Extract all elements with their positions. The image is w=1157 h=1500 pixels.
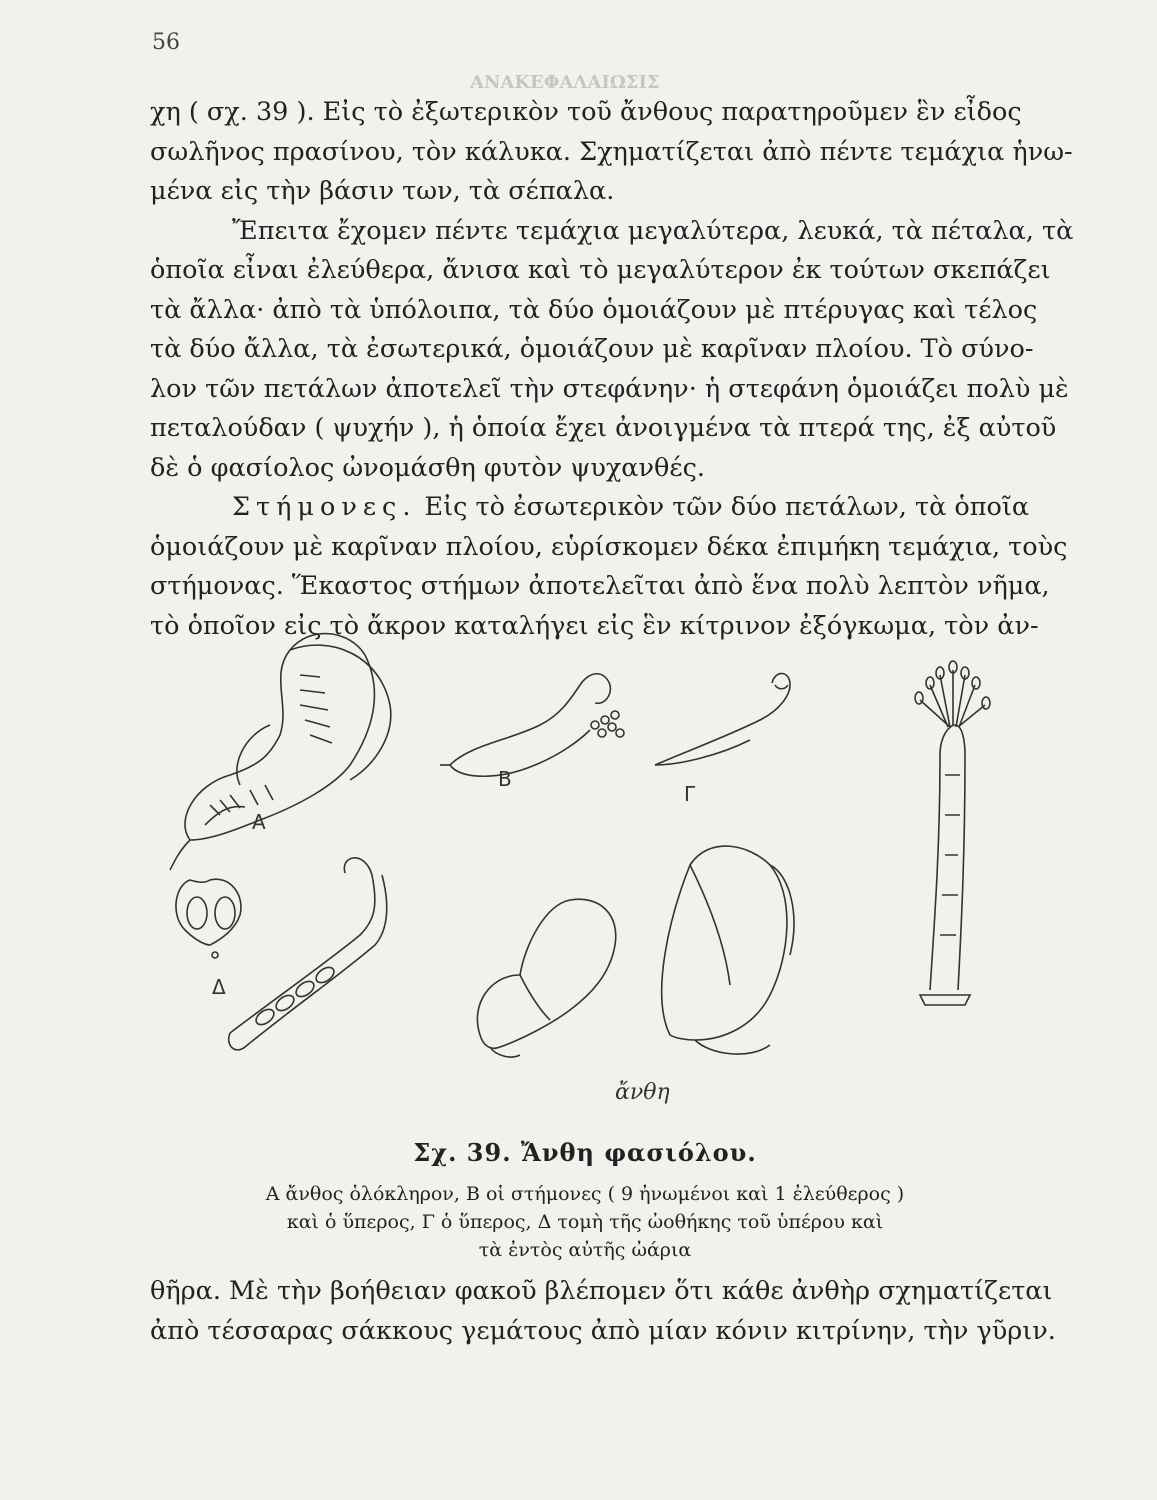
text-line: σωλῆνος πρασίνου, τὸν κάλυκα. Σχηματίζεται ἀπὸ πέντε τεμάχια ἡνω-	[150, 136, 1073, 167]
label-flowers: ἄνθη	[615, 1080, 670, 1105]
text-line: χη ( σχ. 39 ). Εἰς τὸ ἐξωτερικὸν τοῦ ἄνθους παρατηροῦμεν ἓν εἶδος	[150, 97, 1022, 127]
main-text	[150, 93, 1074, 646]
page-number: 56	[152, 30, 180, 55]
text-line: στήμονας. Ἕκαστος στήμων ἀποτελεῖται ἀπὸ ἕνα πολὺ λεπτὸν νῆμα,	[150, 571, 1050, 601]
text-line: Ἔπειτα ἔχομεν πέντε τεμάχια μεγαλύτερα, λευκά, τὰ πέταλα, τὰ	[232, 215, 1074, 246]
pistil-g-drawing	[655, 673, 790, 765]
text-line	[150, 488, 1030, 528]
caption-line: Α ἄνθος ὁλόκληρον, Β οἱ στήμονες ( 9 ἠνωμένοι καὶ 1 ἐλεύθερος )	[265, 1183, 905, 1205]
stamen-column-drawing	[915, 661, 990, 1005]
figure-caption-title: Σχ. 39. Ἄνθη φασιόλου.	[413, 1138, 757, 1167]
text-line-rest: Εἰς τὸ ἐσωτερικὸν τῶν δύο πετάλων, τὰ ὁποῖα	[416, 492, 1030, 522]
label-a: Α	[252, 810, 266, 834]
text-line: ὁποῖα εἶναι ἐλεύθερα, ἄνισα καὶ τὸ μεγαλύτερον ἐκ τούτων σκεπάζει	[150, 255, 1051, 285]
flower-a-drawing	[170, 634, 391, 870]
text-line: τὰ δύο ἄλλα, τὰ ἐσωτερικά, ὁμοιάζουν μὲ καρῖναν πλοίου. Τὸ σύνο-	[150, 334, 1034, 364]
text-line: πεταλούδαν ( ψυχήν ), ἡ ὁποία ἔχει ἀνοιγμένα τὰ πτερά της, ἐξ αὐτοῦ	[150, 413, 1057, 443]
text-line: θῆρα. Μὲ τὴν βοήθειαν φακοῦ βλέπομεν ὅτι κάθε ἀνθὴρ σχηματίζεται	[150, 1276, 1053, 1306]
bottom-paragraph	[150, 1272, 1056, 1351]
paragraph-calyx	[150, 93, 1073, 212]
show-through-heading: ΑΝΑΚΕΦΑΛΑΙΩΣΙΣ	[470, 72, 660, 93]
text-line: ὁμοιάζουν μὲ καρῖναν πλοίου, εὑρίσκομεν δέκα ἐπιμήκη τεμάχια, τοὺς	[150, 531, 1068, 562]
text-line: μένα εἰς τὴν βάσιν των, τὰ σέπαλα.	[150, 176, 615, 206]
label-b: Β	[498, 767, 512, 791]
figure-caption-body	[200, 1180, 970, 1264]
ovary-section-d-drawing	[176, 858, 387, 1050]
paragraph-anther	[150, 1272, 1056, 1351]
stamens-b-drawing	[440, 674, 624, 777]
flowers-drawing	[477, 846, 794, 1057]
text-line: τὸ ὁποῖον εἰς τὸ ἄκρον καταλήγει εἰς ἓν κίτρινον ἐξόγκωμα, τὸν ἀν-	[150, 610, 1039, 641]
section-lead: Στήμονες.	[232, 492, 417, 522]
figure-illustration	[150, 615, 1020, 1120]
label-d: Δ	[212, 975, 226, 999]
figure-bean-flowers	[150, 615, 1020, 1120]
text-line: ἀπὸ τέσσαρας σάκκους γεμάτους ἀπὸ μίαν κόνιν κιτρίνην, τὴν γῦριν.	[150, 1315, 1056, 1346]
text-line: λον τῶν πετάλων ἀποτελεῖ τὴν στεφάνην· ἡ στεφάνη ὁμοιάζει πολὺ μὲ	[150, 373, 1069, 404]
label-g: Γ	[684, 782, 696, 806]
text-line: δὲ ὁ φασίολος ὠνομάσθη φυτὸν ψυχανθές.	[150, 452, 705, 483]
caption-line: τὰ ἐντὸς αὐτῆς ὠάρια	[478, 1239, 692, 1261]
paragraph-petals	[150, 212, 1074, 489]
text-line: τὰ ἄλλα· ἀπὸ τὰ ὑπόλοιπα, τὰ δύο ὁμοιάζουν μὲ πτέρυγας καὶ τέλος	[150, 294, 1038, 325]
caption-line: καὶ ὁ ὕπερος, Γ ὁ ὕπερος, Δ τομὴ τῆς ὠοθήκης τοῦ ὑπέρου καὶ	[286, 1211, 884, 1233]
